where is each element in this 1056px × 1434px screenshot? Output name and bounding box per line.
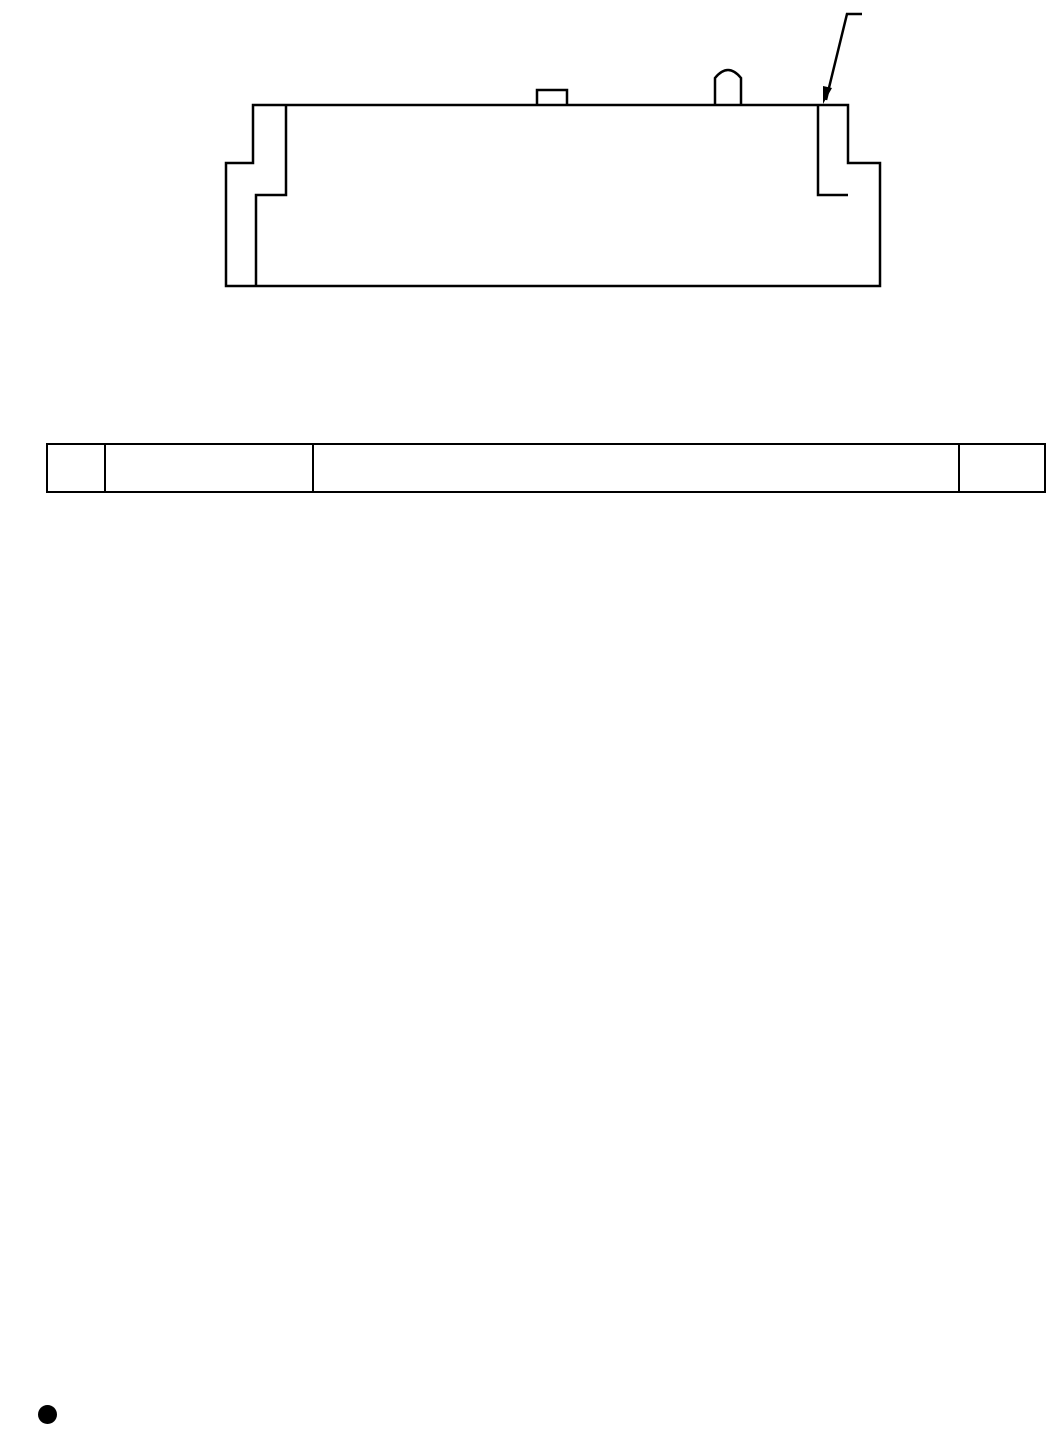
pinout-table <box>46 443 1046 493</box>
legend <box>38 1405 59 1424</box>
connector-face-diagram <box>0 0 1056 400</box>
twisted-pair-dot-icon <box>38 1405 57 1424</box>
natural-leader-line <box>826 14 862 100</box>
connector-latch <box>715 70 741 105</box>
header-sheet <box>959 444 1045 492</box>
table-header-row <box>47 444 1045 492</box>
header-cav <box>47 444 105 492</box>
header-function <box>313 444 959 492</box>
connector-key-tab <box>537 90 567 105</box>
connector-outline <box>226 105 880 286</box>
header-circuit <box>105 444 313 492</box>
